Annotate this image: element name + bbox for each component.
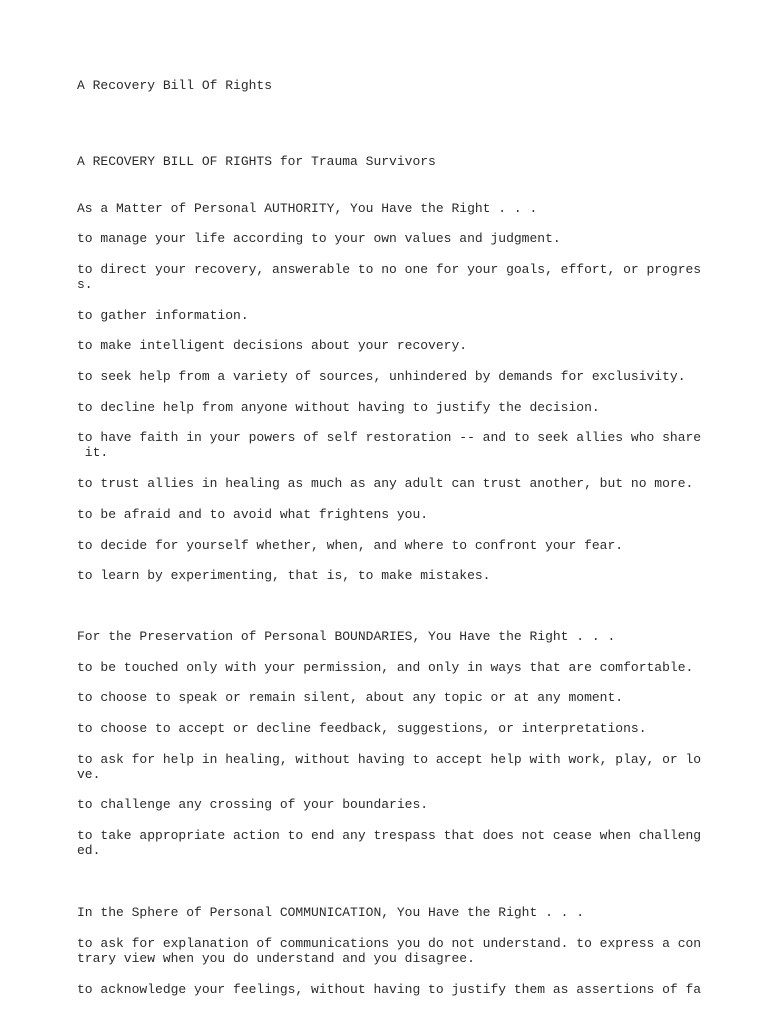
right-item: to make intelligent decisions about your recovery. xyxy=(77,338,468,353)
right-item: to be afraid and to avoid what frightens you. xyxy=(77,507,429,522)
right-item: to manage your life according to your own values and judgment. xyxy=(77,231,561,246)
right-item: to be touched only with your permission, and only in ways that are comfortable. xyxy=(77,660,694,675)
right-item: to decide for yourself whether, when, and where to confront your fear. xyxy=(77,538,624,553)
right-item: to take appropriate action to end any trespass that does not cease when challeng ed. xyxy=(77,828,702,858)
right-item: to challenge any crossing of your boundaries. xyxy=(77,797,429,812)
right-item: to direct your recovery, answerable to no one for your goals, effort, or progres s. xyxy=(77,262,702,292)
right-item: to acknowledge your feelings, without having to justify them as assertions of fa xyxy=(77,982,702,997)
section-intro-authority: As a Matter of Personal AUTHORITY, You Have the Right . . . xyxy=(77,201,538,216)
right-item: to choose to accept or decline feedback, suggestions, or interpretations. xyxy=(77,721,647,736)
right-item: to decline help from anyone without having to justify the decision. xyxy=(77,400,600,415)
document-title: A Recovery Bill Of Rights xyxy=(77,78,273,93)
right-item: to ask for help in healing, without having to accept help with work, play, or lo ve. xyxy=(77,752,702,782)
right-item: to learn by experimenting, that is, to make mistakes. xyxy=(77,568,491,583)
right-item: to choose to speak or remain silent, about any topic or at any moment. xyxy=(77,690,624,705)
right-item: to ask for explanation of communications you do not understand. to express a con trary view when you do understand and you disagree. xyxy=(77,936,702,966)
section-intro-communication: In the Sphere of Personal COMMUNICATION, You Have the Right . . . xyxy=(77,905,585,920)
right-item: to gather information. xyxy=(77,308,249,323)
section-intro-boundaries: For the Preservation of Personal BOUNDARIES, You Have the Right . . . xyxy=(77,629,616,644)
right-item: to seek help from a variety of sources, unhindered by demands for exclusivity. xyxy=(77,369,686,384)
right-item: to have faith in your powers of self restoration -- and to seek allies who share it. xyxy=(77,430,702,460)
right-item: to trust allies in healing as much as any adult can trust another, but no more. xyxy=(77,476,694,491)
document-heading: A RECOVERY BILL OF RIGHTS for Trauma Survivors xyxy=(77,154,436,169)
